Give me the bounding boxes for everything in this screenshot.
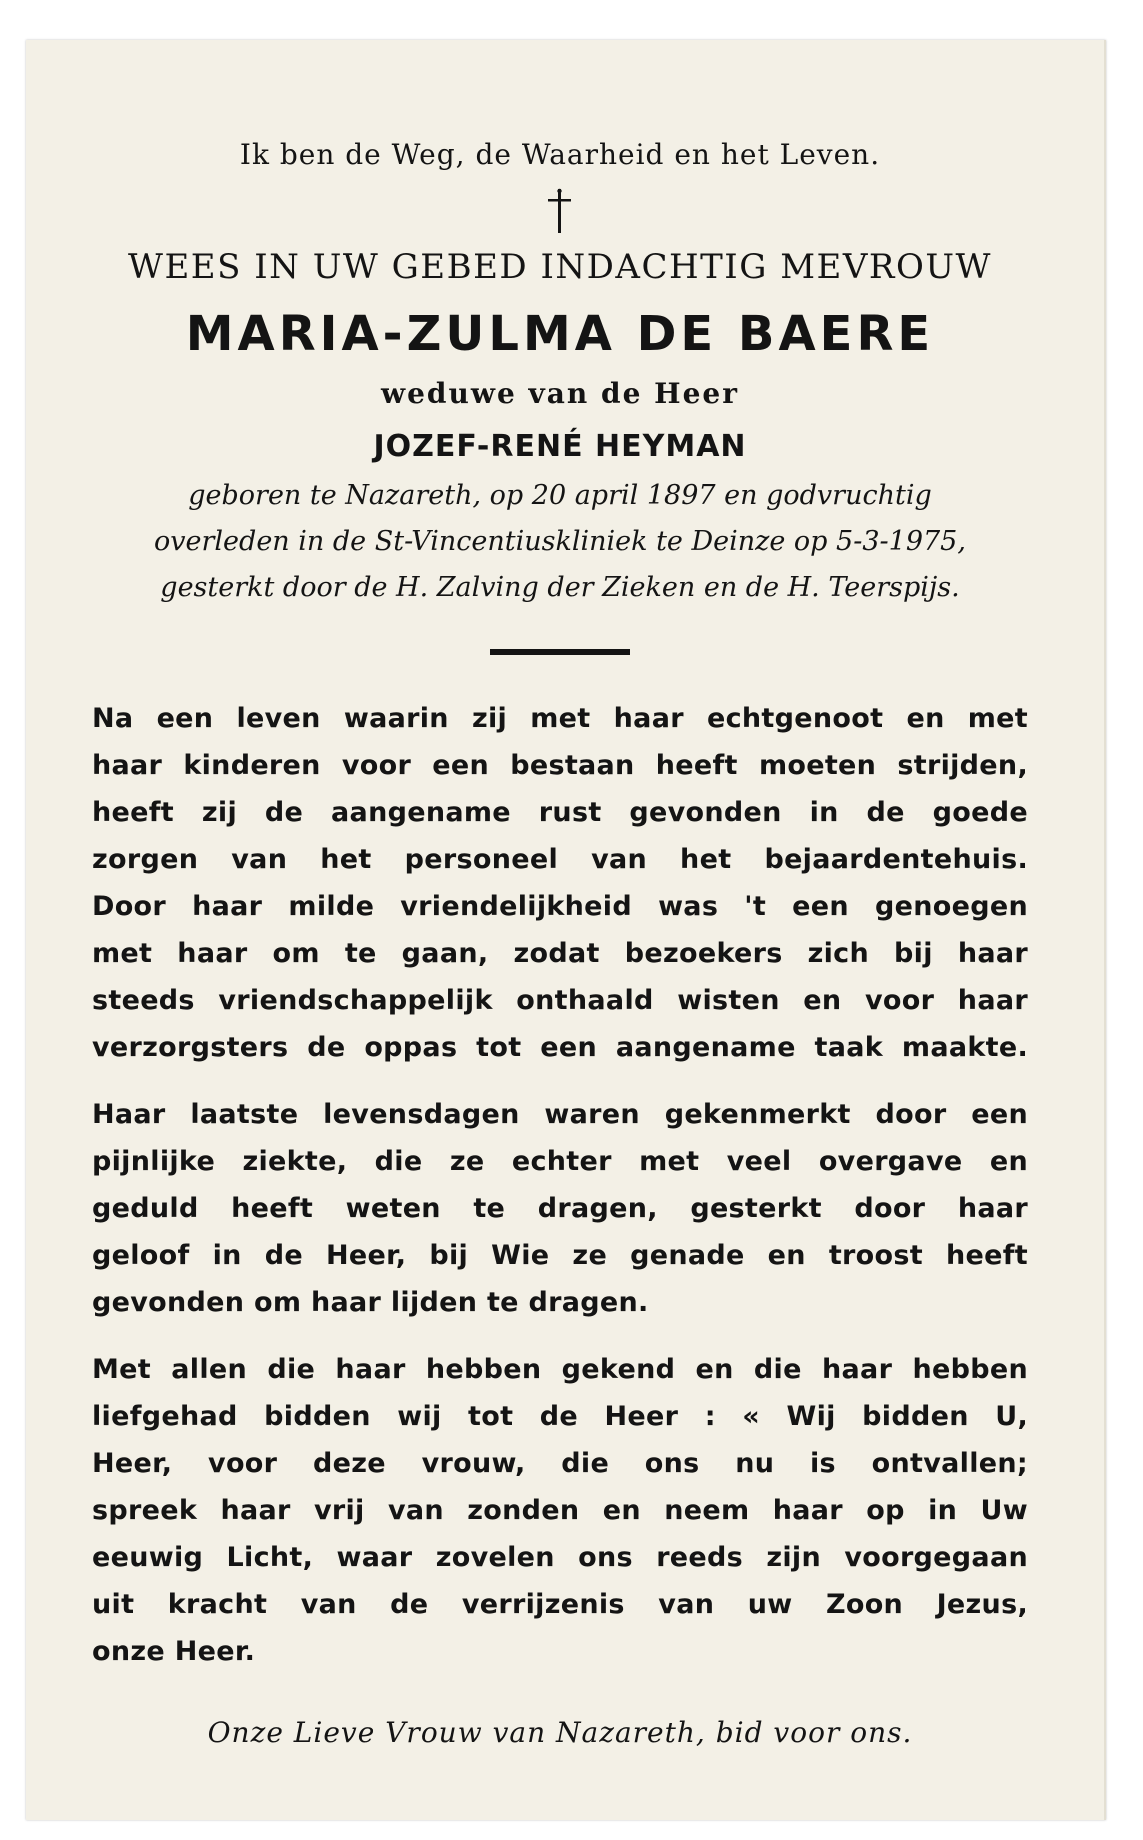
paragraph-illness — [92, 1091, 1028, 1326]
birth-death-details — [92, 477, 1028, 607]
divider-rule — [490, 649, 630, 655]
deceased-name: MARIA-ZULMA DE BAERE — [185, 306, 935, 362]
text-line: haar kinderen voor een bestaan heeft moeten strijden, — [92, 750, 1028, 781]
sacraments-line: gesterkt door de H. Zalving der Zieken en de H. Teerspijs. — [160, 572, 960, 603]
text-line: Haar laatste levensdagen waren gekenmerkt door een — [92, 1099, 1028, 1130]
text-line: spreek haar vrij van zonden en neem haar op in Uw — [92, 1495, 1028, 1526]
text-line: Na een leven waarin zij met haar echtgenoot en met — [92, 703, 1028, 734]
text-line: liefgehad bidden wij tot de Heer : « Wij bidden U, — [92, 1401, 1028, 1432]
closing-invocation: Onze Lieve Vrouw van Nazareth, bid voor ons. — [207, 1716, 913, 1749]
prayer-request-heading: WEES IN UW GEBED INDACHTIG MEVROUW — [128, 247, 992, 287]
death-line: overleden in de St-Vincentiuskliniek te Deinze op 5-3-1975, — [154, 526, 966, 557]
text-line: pijnlijke ziekte, die ze echter met veel overgave en — [92, 1146, 1028, 1177]
motto: Ik ben de Weg, de Waarheid en het Leven. — [239, 138, 881, 171]
text-line: onze Heer. — [92, 1636, 256, 1667]
text-line: Heer, voor deze vrouw, die ons nu is ontvallen; — [92, 1448, 1028, 1479]
text-line: met haar om te gaan, zodat bezoekers zich bij haar — [92, 938, 1028, 969]
text-line: uit kracht van de verrijzenis van uw Zoon Jezus, — [92, 1589, 1028, 1620]
text-line: zorgen van het personeel van het bejaardentehuis. — [92, 844, 1028, 875]
text-line: eeuwig Licht, waar zovelen ons reeds zijn voorgegaan — [92, 1542, 1028, 1573]
text-line: geduld heeft weten te dragen, gesterkt door haar — [92, 1193, 1028, 1224]
text-line: steeds vriendschappelijk onthaald wisten en voor haar — [92, 985, 1028, 1016]
spouse-name: JOZEF-RENÉ HEYMAN — [373, 429, 747, 464]
memorial-card — [26, 40, 1106, 1820]
text-line: Met allen die haar hebben gekend en die haar hebben — [92, 1354, 1028, 1385]
text-line: heeft zij de aangename rust gevonden in de goede — [92, 797, 1028, 828]
text-line: verzorgsters de oppas tot een aangename taak maakte. — [92, 1032, 1028, 1063]
paragraph-life — [92, 695, 1028, 1071]
card-content — [92, 135, 1028, 1753]
birth-line: geboren te Nazareth, op 20 april 1897 en godvruchtig — [188, 480, 932, 511]
text-line: Door haar milde vriendelijkheid was 't een genoegen — [92, 891, 1028, 922]
paragraph-prayer — [92, 1346, 1028, 1675]
text-line: geloof in de Heer, bij Wie ze genade en troost heeft — [92, 1240, 1028, 1271]
cross-icon — [545, 185, 575, 235]
text-line: gevonden om haar lijden te dragen. — [92, 1287, 649, 1318]
widow-of-line: weduwe van de Heer — [380, 377, 739, 410]
